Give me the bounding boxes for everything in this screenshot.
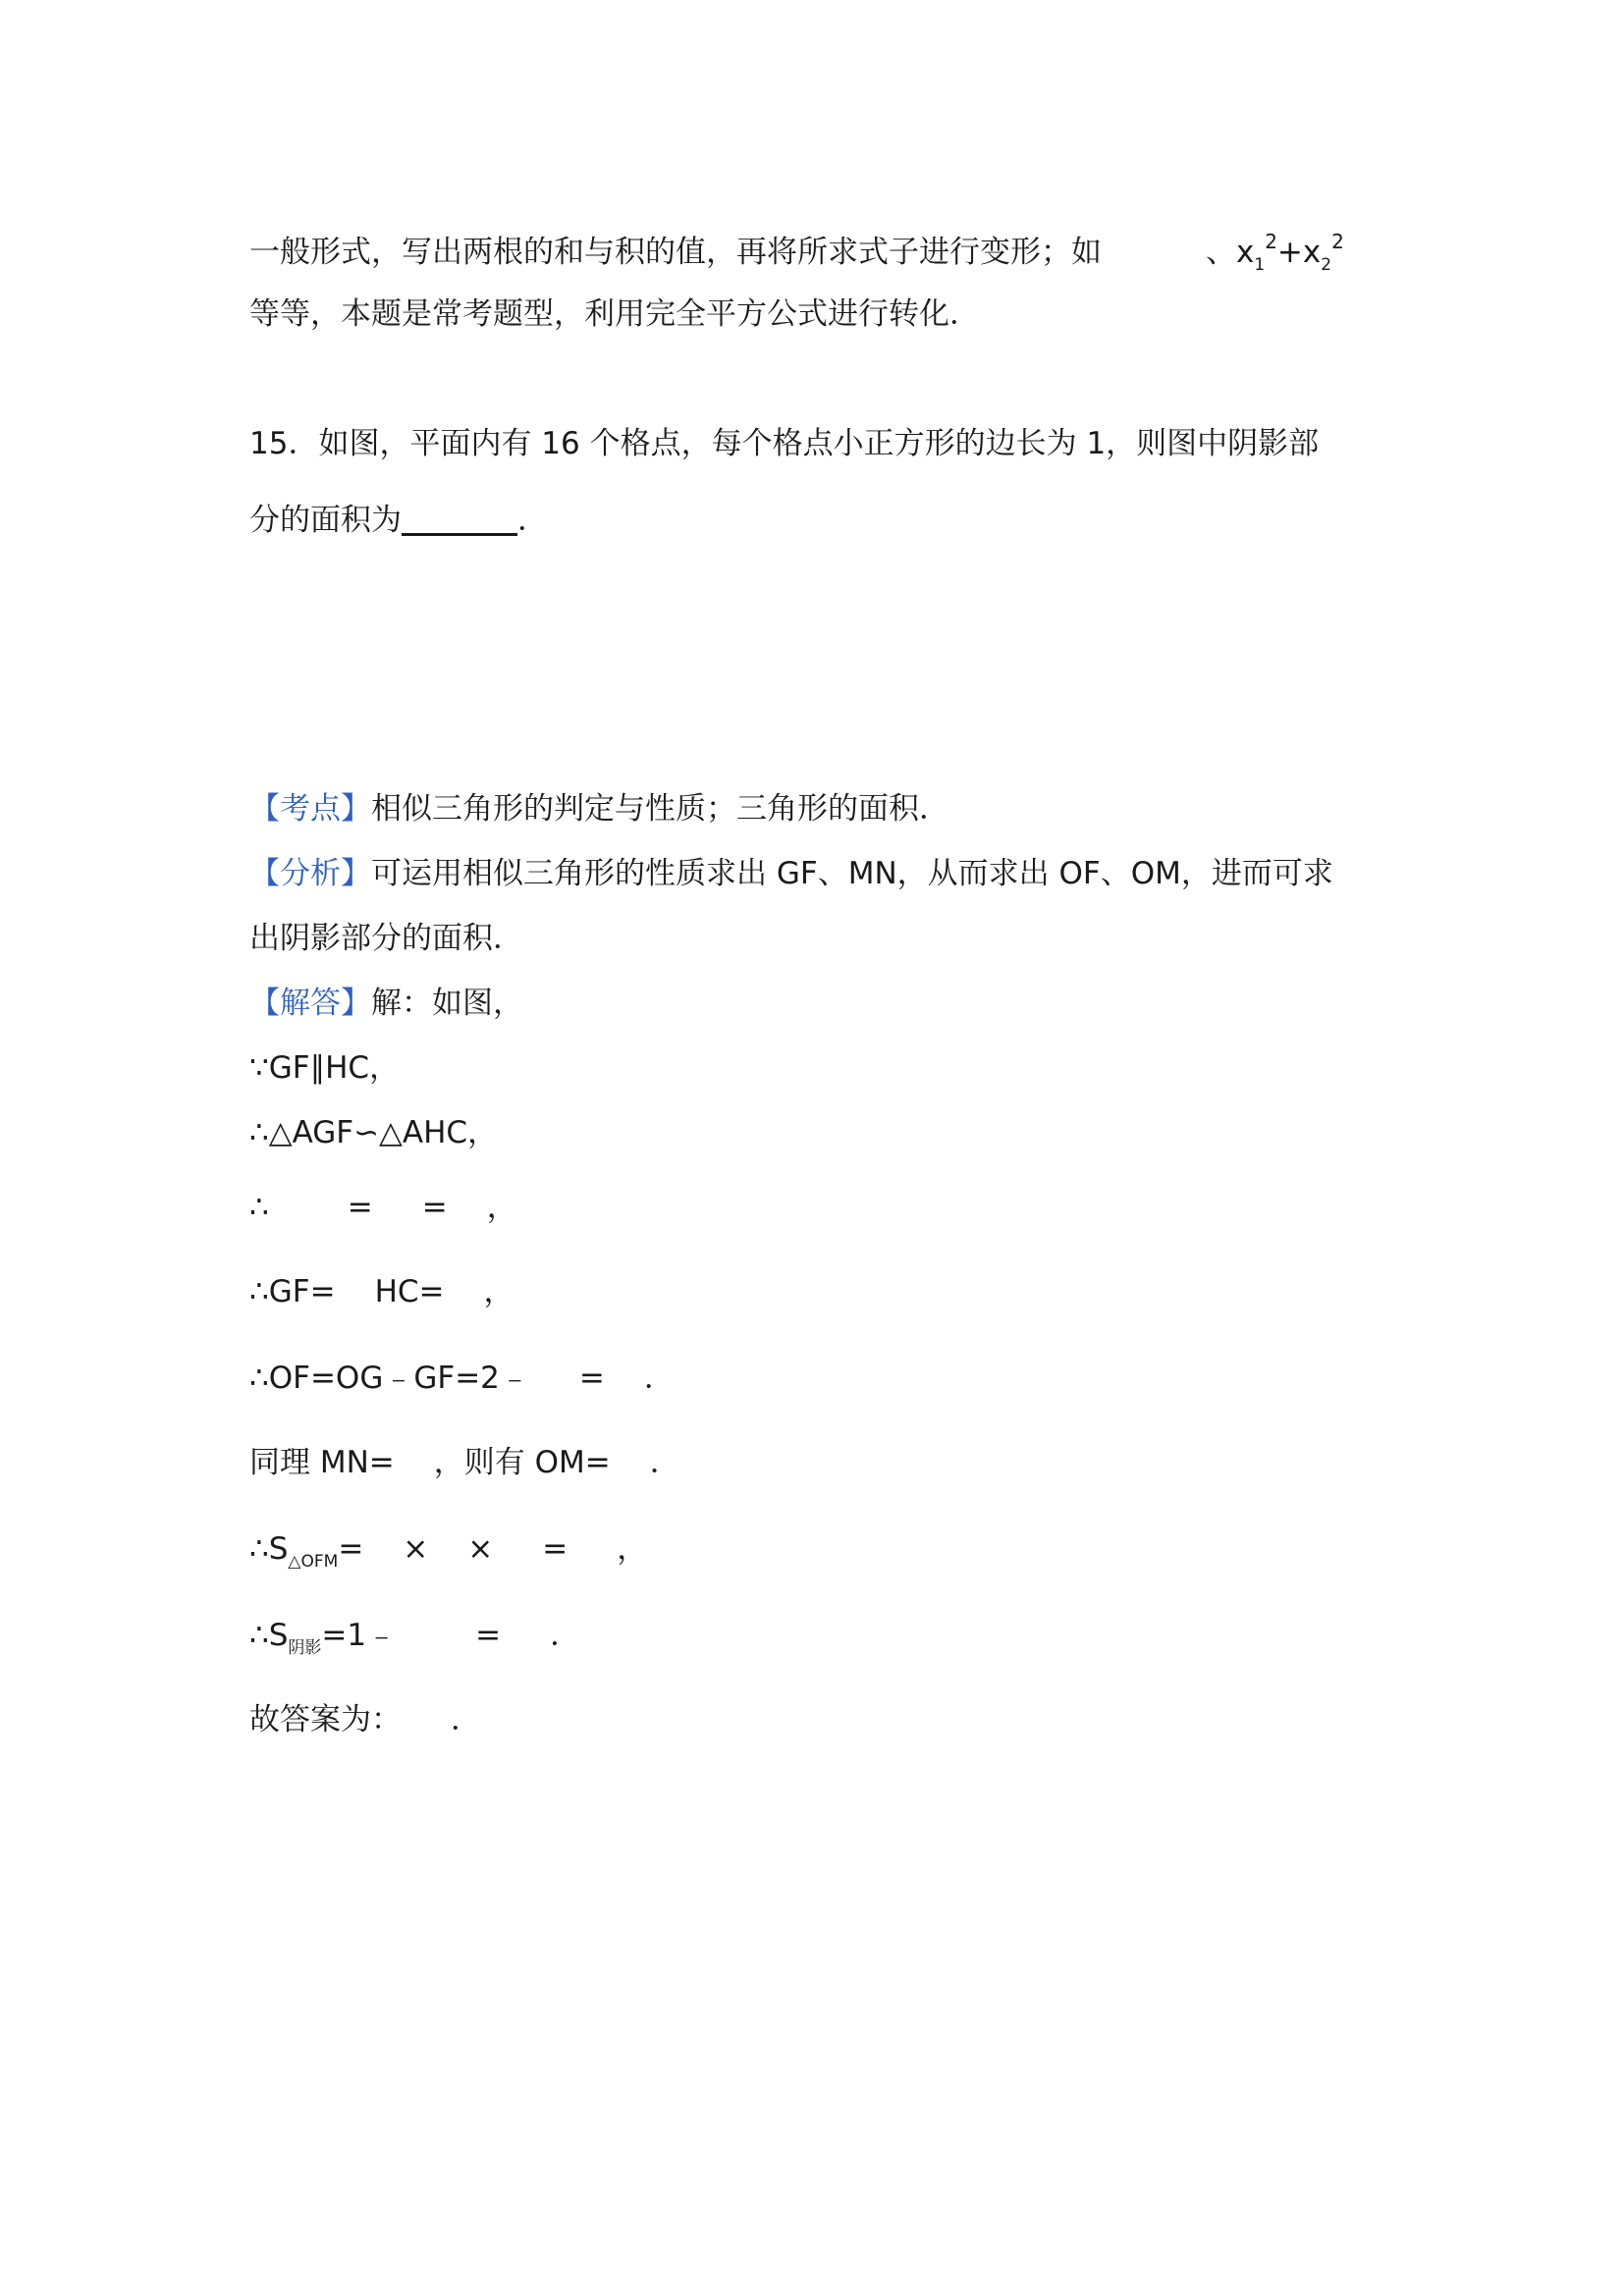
step-6-period: ． — [649, 1445, 680, 1480]
jieda-line — [249, 984, 523, 1023]
step-3 — [249, 1188, 517, 1227]
step-8 — [249, 1616, 580, 1668]
step-3-therefore: ∴ — [249, 1190, 269, 1225]
fenxi-text: 可运用相似三角形的性质求出 GF、MN，从而求出 OF、OM，进而可求 — [371, 856, 1333, 891]
step-6 — [249, 1443, 680, 1482]
x1-subscript: 1 — [1254, 255, 1266, 275]
intro-line-1 — [249, 222, 1344, 285]
step-8-period: ． — [550, 1618, 581, 1653]
step-7-subscript: △OFM — [288, 1552, 339, 1572]
step-8-subscript: 阴影 — [288, 1638, 322, 1658]
x2-superscript: 2 — [1331, 230, 1344, 253]
x1-symbol: x — [1236, 235, 1255, 270]
step-5-eq: = — [578, 1361, 605, 1396]
step-5-period: ． — [643, 1361, 675, 1396]
question-line-1: 15．如图，平面内有 16 个格点，每个格点小正方形的边长为 1，则图中阴影部 — [249, 426, 1320, 461]
step-9 — [249, 1700, 481, 1739]
step-7-times2: × — [467, 1531, 494, 1567]
step-4-hc: HC= — [374, 1274, 445, 1309]
step-2: ∴△AGF∽△AHC， — [249, 1115, 499, 1150]
fenxi-line-2: 出阴影部分的面积． — [249, 921, 523, 956]
step-3-eq2: = — [421, 1190, 448, 1225]
step-9-answer-label: 故答案为： — [249, 1702, 402, 1737]
question-prefix: 分的面积为 — [249, 503, 402, 538]
plus-sign: + — [1276, 235, 1303, 270]
intro-text: 一般形式，写出两根的和与积的值，再将所求式子进行变形；如 — [249, 235, 1102, 270]
step-5-of: ∴OF=OG﹣GF=2﹣ — [249, 1361, 530, 1396]
step-7-comma: ， — [617, 1531, 648, 1567]
intro-separator: 、 — [1206, 235, 1236, 270]
jieda-tag: 【解答】 — [249, 986, 371, 1021]
answer-blank — [402, 504, 517, 536]
x2-subscript: 2 — [1321, 255, 1332, 275]
kaodian-tag: 【考点】 — [249, 791, 371, 827]
intro-line-2: 等等，本题是常考题型，利用完全平方公式进行转化． — [249, 296, 980, 332]
step-4-comma: ， — [483, 1274, 514, 1309]
step-3-comma: ， — [486, 1190, 517, 1225]
step-1: ∵GF∥HC， — [249, 1050, 401, 1086]
step-9-period: ． — [451, 1702, 481, 1737]
x1-superscript: 2 — [1265, 230, 1277, 253]
step-8-eq: = — [475, 1618, 502, 1653]
step-5 — [249, 1359, 675, 1398]
step-6-om: ，则有 OM= — [433, 1445, 611, 1480]
x2-symbol: x — [1302, 235, 1322, 270]
step-7-eq: = — [338, 1531, 364, 1567]
step-7-s: ∴S — [249, 1531, 289, 1567]
question-line-2 — [249, 501, 548, 540]
step-8-one-minus: =1﹣ — [321, 1618, 398, 1653]
step-6-mn: 同理 MN= — [249, 1445, 395, 1480]
question-suffix: ． — [517, 503, 548, 538]
step-7-times1: × — [403, 1531, 429, 1567]
step-7 — [249, 1529, 647, 1581]
kaodian-line — [249, 789, 949, 828]
kaodian-text: 相似三角形的判定与性质；三角形的面积． — [371, 791, 949, 827]
step-8-s: ∴S — [249, 1618, 289, 1653]
step-4 — [249, 1272, 514, 1311]
step-4-gf: ∴GF= — [249, 1274, 336, 1309]
fenxi-tag: 【分析】 — [249, 856, 371, 891]
fenxi-line-1 — [249, 854, 1333, 893]
step-7-eq2: = — [542, 1531, 568, 1567]
step-3-eq1: = — [347, 1190, 373, 1225]
jieda-text: 解：如图， — [371, 986, 523, 1021]
